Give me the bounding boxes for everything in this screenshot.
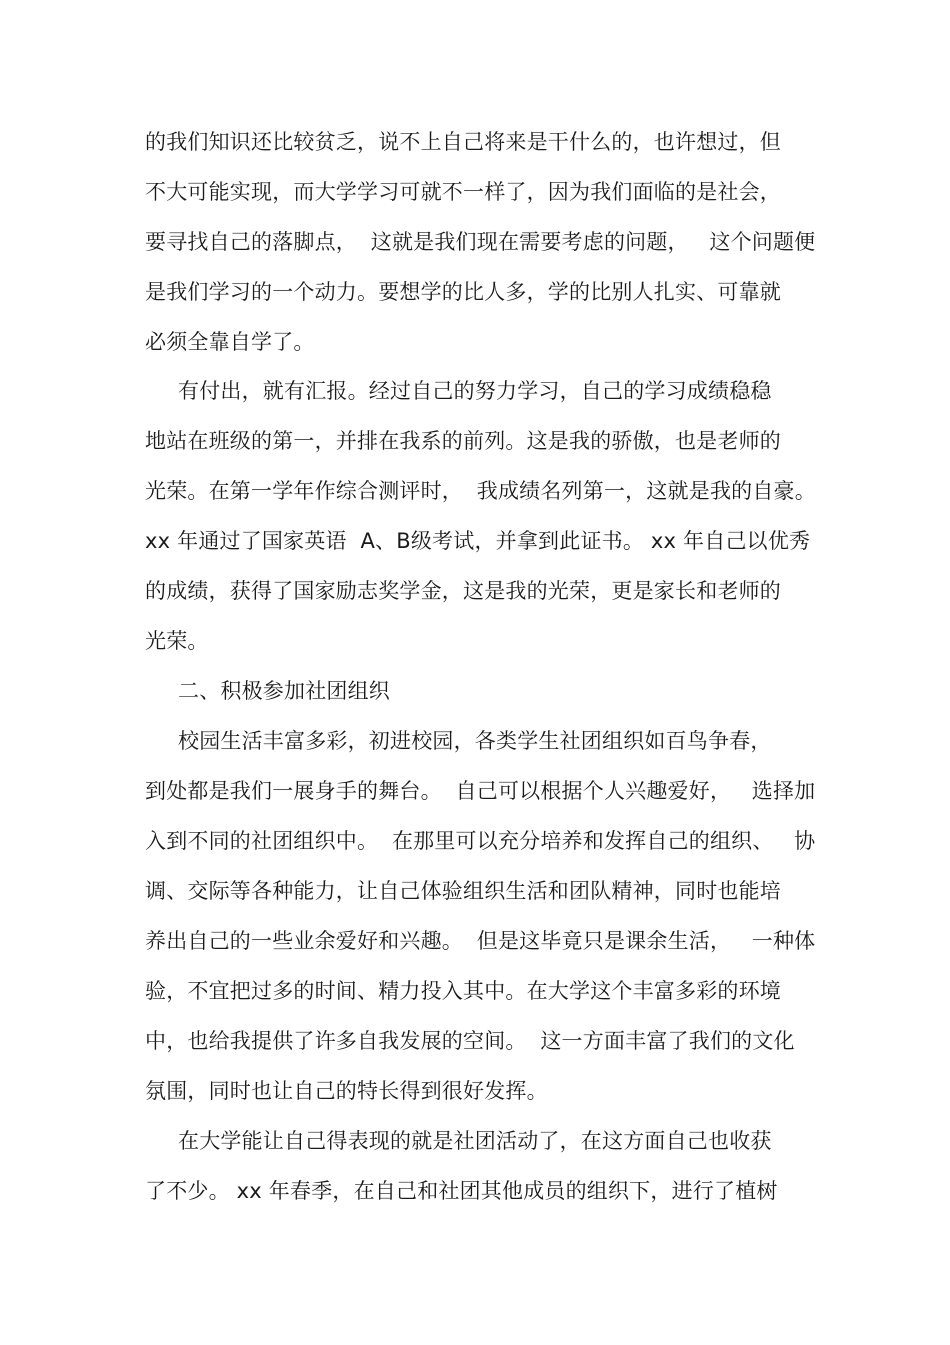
text-line: 氛围，同时也让自己的特长得到很好发挥。 [145,1079,548,1103]
text-line: xx 年通过了国家英语 A、B级考试，并拿到此证书。 xx 年自己以优秀 [145,529,811,553]
text-line: 的成绩，获得了国家励志奖学金，这是我的光荣，更是家长和老师的 [145,579,781,603]
text-line: 调、交际等各种能力，让自己体验组织生活和团队精神，同时也能培 [145,879,781,903]
text-line: 要寻找自己的落脚点， 这就是我们现在需要考虑的问题， 这个问题便 [145,230,816,254]
text-line: 中，也给我提供了许多自我发展的空间。 这一方面丰富了我们的文化 [145,1029,795,1053]
text-line: 验，不宜把过多的时间、精力投入其中。在大学这个丰富多彩的环境 [145,979,781,1003]
paragraph-first-line: 校园生活丰富多彩，初进校园，各类学生社团组织如百鸟争春， [178,729,772,753]
text-line: 入到不同的社团组织中。 在那里可以充分培养和发挥自己的组织、 协 [145,829,816,853]
text-line: 养出自己的一些业余爱好和兴趣。 但是这毕竟只是课余生活， 一种体 [145,929,816,953]
section-heading: 二、积极参加社团组织 [178,679,390,703]
text-line: 到处都是我们一展身手的舞台。 自己可以根据个人兴趣爱好， 选择加 [145,779,816,803]
text-line: 地站在班级的第一，并排在我系的前列。这是我的骄傲，也是老师的 [145,429,781,453]
text-line: 不大可能实现，而大学学习可就不一样了，因为我们面临的是社会， [145,180,781,204]
text-line: 必须全靠自学了。 [145,330,315,354]
text-line: 的我们知识还比较贫乏，说不上自己将来是干什么的，也许想过，但 [145,130,781,154]
text-line: 光荣。 [145,629,209,653]
paragraph-first-line: 有付出，就有汇报。经过自己的努力学习，自己的学习成绩稳稳 [178,379,772,403]
text-line: 光荣。在第一学年作综合测评时， 我成绩名列第一，这就是我的自豪。 [145,479,816,503]
text-line: 了不少。 xx 年春季，在自己和社团其他成员的组织下，进行了植树 [145,1179,778,1203]
paragraph-first-line: 在大学能让自己得表现的就是社团活动了，在这方面自己也收获 [178,1129,772,1153]
text-line: 是我们学习的一个动力。要想学的比人多，学的比别人扎实、可靠就 [145,280,781,304]
